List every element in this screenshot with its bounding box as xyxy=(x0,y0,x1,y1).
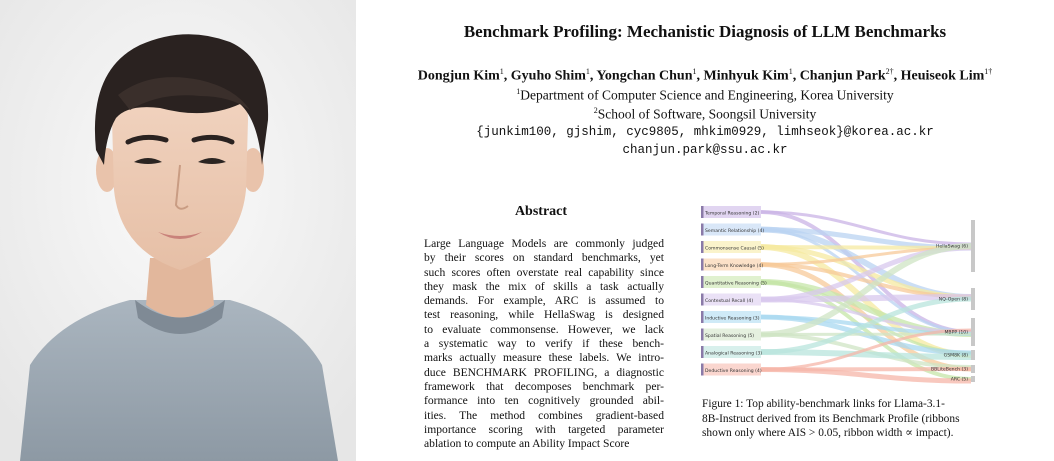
abstract-line: ities. The method combines gradient-based xyxy=(424,408,664,422)
benchmark-node xyxy=(971,350,975,360)
ability-label: Deductive Reasoning (4) xyxy=(705,369,762,374)
ability-node-edge xyxy=(701,294,704,306)
benchmark-node xyxy=(971,365,975,373)
abstract-line: framework that decomposes benchmark per- xyxy=(424,379,664,393)
benchmark-node xyxy=(971,288,975,310)
abstract-line: such scores often overstate real capability since xyxy=(424,265,664,279)
author-mark: 1 xyxy=(788,67,793,76)
affiliation-1 xyxy=(356,87,1054,104)
benchmark-label: NQ-Open (8) xyxy=(938,297,968,303)
ability-node-edge xyxy=(701,276,704,288)
benchmark-label: BBLiteBench (3) xyxy=(930,367,968,373)
benchmark-node xyxy=(971,220,975,272)
abstract-heading: Abstract xyxy=(514,204,568,219)
paper-page xyxy=(356,0,1054,461)
abstract-line: to evaluate commonsense. However, we lack xyxy=(424,322,664,336)
ability-label: Quantitative Reasoning (5) xyxy=(705,281,767,287)
ability-node-edge xyxy=(701,259,704,271)
ability-node-edge xyxy=(701,224,704,236)
ability-label: Analogical Reasoning (3) xyxy=(705,351,763,357)
abstract-line: importance scoring with targeted parameter xyxy=(424,422,664,436)
abstract-line: marks actually measure these labels. We intro- xyxy=(424,351,664,365)
ability-node-edge xyxy=(701,364,704,376)
ability-node-edge xyxy=(701,206,704,218)
benchmark-label: MBPP (10) xyxy=(944,330,968,336)
benchmark-node xyxy=(971,376,975,382)
ability-node-edge xyxy=(701,311,704,323)
ability-label: Contextual Recall (4) xyxy=(705,299,754,304)
email-korea: {junkim100, gjshim, cyc9805, mhkim0929, limhseok}@korea.ac.kr xyxy=(476,125,934,139)
ability-node-edge xyxy=(701,329,704,341)
caption-line: shown only where AIS > 0.05, ribbon width ∝ impact). xyxy=(702,427,954,439)
ability-node-edge xyxy=(701,346,704,358)
abstract-body xyxy=(424,237,664,451)
author-name: Chanjun Park xyxy=(799,68,886,84)
abstract-line: test reasoning, while HellaSwag is designed xyxy=(424,308,664,322)
author-mark: 1 xyxy=(692,67,697,76)
ability-node-edge xyxy=(701,241,704,253)
benchmark-label: ARC (5) xyxy=(950,377,968,383)
affiliation-text: School of Software, Soongsil University xyxy=(597,106,817,122)
email-ssu: chanjun.park@ssu.ac.kr xyxy=(622,143,788,157)
caption-line: 8B-Instruct derived from its Benchmark Profile (ribbons xyxy=(702,412,960,425)
abstract-line: ablation to compute an Ability Impact Score xyxy=(424,437,630,451)
benchmark-label: GSM8K (8) xyxy=(943,353,968,359)
author-name: Gyuho Shim xyxy=(510,68,586,84)
author-portrait-photo xyxy=(0,0,356,461)
author-mark: 2† xyxy=(885,67,894,76)
author-name: Yongchan Chun xyxy=(596,68,693,84)
author-mark: 1 xyxy=(585,67,590,76)
author-name: Dongjun Kim xyxy=(417,68,500,84)
ability-label: Commonsense Causal (5) xyxy=(705,246,764,252)
author-list: Dongjun Kim$^1$, Gyuho Shim$^1$, Yongchan Chun$^1$, Minhyuk Kim$^1$, Chanjun Park$^{2\dagger}$, Heuiseok Lim$^{1\dagger}$ xyxy=(417,67,993,84)
sankey-figure xyxy=(701,200,981,390)
affiliation-2 xyxy=(356,106,1054,123)
author-name: Heuiseok Lim xyxy=(900,68,985,84)
abstract-line: a systematic way to verify if these bench- xyxy=(424,337,664,351)
benchmark-node xyxy=(971,318,975,346)
sankey-ribbon xyxy=(761,246,971,335)
caption-line: Figure 1: Top ability-benchmark links for Llama-3.1- xyxy=(702,398,945,410)
ability-label: Long-Term Knowledge (4) xyxy=(705,264,764,269)
abstract-line: by their scores on standard benchmarks, yet xyxy=(424,251,664,265)
abstract-line: Large Language Models are commonly judged xyxy=(424,237,664,250)
affiliation-text: Department of Computer Science and Engineering, Korea University xyxy=(520,87,894,103)
ability-label: Semantic Relationship (4) xyxy=(705,229,765,234)
author-mark: 1 xyxy=(499,67,504,76)
affiliation-mark: 2 xyxy=(593,106,598,115)
abstract-line: formance into ten cognitively grounded abil- xyxy=(424,394,664,408)
author-name: Minhyuk Kim xyxy=(703,68,789,84)
ability-label: Inductive Reasoning (3) xyxy=(705,316,760,322)
figure-caption xyxy=(702,397,992,441)
portrait-illustration xyxy=(0,0,356,461)
author-mark: 1† xyxy=(984,67,993,76)
benchmark-label: HellaSwag (6) xyxy=(935,244,968,250)
paper-title: Benchmark Profiling: Mechanistic Diagnosis of LLM Benchmarks xyxy=(463,22,947,41)
abstract-line: demands. For example, ARC is assumed to xyxy=(424,294,664,308)
abstract-line: they mask the mix of skills a task actually xyxy=(424,279,664,293)
affiliation-mark: 1 xyxy=(516,87,521,96)
abstract-line: duce BENCHMARK PROFILING, a diagnostic xyxy=(424,365,664,379)
ability-label: Spatial Reasoning (5) xyxy=(705,334,755,339)
ability-label: Temporal Reasoning (2) xyxy=(705,211,760,217)
